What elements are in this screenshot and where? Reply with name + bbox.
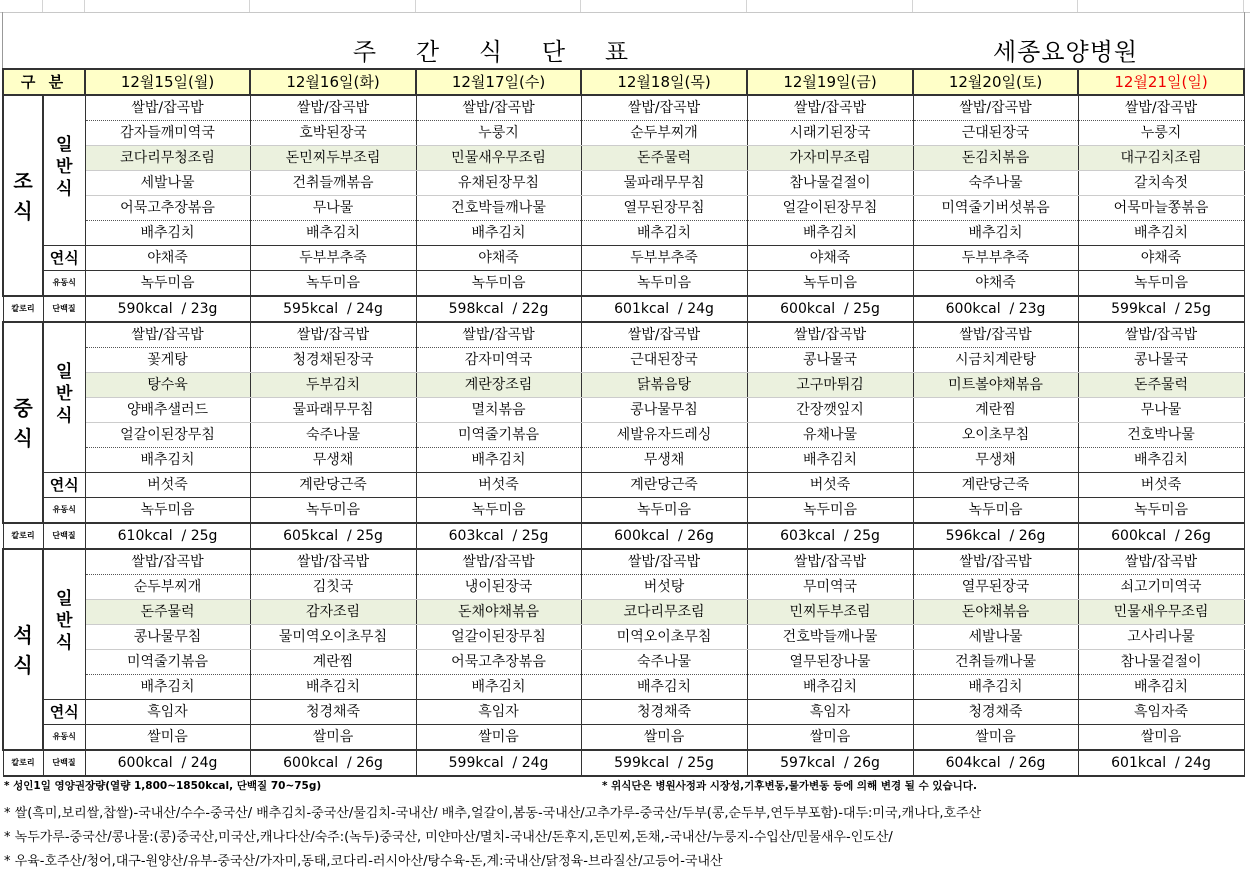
protein-label: 단백질 [43,750,85,776]
dish-cell: 배추김치 [747,448,913,473]
nutrition-cell: 604kcal / 26g [913,750,1078,776]
dish-cell: 쌀밥/잡곡밥 [1078,95,1244,121]
dish-cell: 얼갈이된장무침 [747,196,913,221]
dish-cell: 쌀밥/잡곡밥 [416,95,581,121]
nutrition-row [3,750,1244,776]
dish-cell: 쌀밥/잡곡밥 [747,549,913,575]
soft-diet-cell: 야채죽 [1078,246,1244,271]
liquid-diet-cell: 쌀미음 [747,725,913,751]
soft-diet-cell: 흑임자죽 [1078,700,1244,725]
nutrition-cell: 610kcal / 25g [85,523,250,549]
dish-cell: 숙주나물 [581,650,747,675]
dish-cell: 돈민찌두부조림 [250,146,416,171]
liquid-diet-cell: 녹두미음 [747,498,913,524]
nutrition-cell: 601kcal / 24g [1078,750,1244,776]
dish-cell: 민물새우무조림 [416,146,581,171]
category-header: 구 분 [3,69,85,95]
dish-cell: 근대된장국 [581,348,747,373]
dish-cell: 쌀밥/잡곡밥 [85,95,250,121]
dish-cell: 쌀밥/잡곡밥 [85,322,250,348]
dish-cell: 배추김치 [1078,448,1244,473]
day-header: 12월16일(화) [250,69,416,95]
general-diet-text: 일반식 [56,362,73,426]
soft-diet-cell: 두부부추죽 [581,246,747,271]
dish-cell: 쌀밥/잡곡밥 [416,322,581,348]
dish-cell: 얼갈이된장무침 [85,423,250,448]
dish-cell: 어묵고추장볶음 [85,196,250,221]
soft-diet-row [3,246,1244,271]
nutrition-cell: 598kcal / 22g [416,296,581,322]
day-header-holiday: 12월21일(일) [1078,69,1244,95]
dish-cell: 민물새우무조림 [1078,600,1244,625]
dish-cell: 배추김치 [416,675,581,700]
soft-diet-cell: 버섯죽 [416,473,581,498]
soft-diet-cell: 청경채죽 [250,700,416,725]
dish-cell: 쌀밥/잡곡밥 [581,322,747,348]
menu-row [3,549,1244,575]
origin-line: * 쌀(흑미,보리쌀,찹쌀)-국내산/수수-중국산/ 배추김치-중국산/물김치-국내산/ 배추,얼갈이,봄동-국내산/고추가루-중국산/두부(콩,순두부,연두부포함)-대두:미국,캐나다,호주산 [4,806,982,821]
menu-row [3,373,1244,398]
soft-diet-label: 연식 [43,700,85,725]
dish-cell: 무생채 [581,448,747,473]
liquid-diet-cell: 녹두미음 [913,498,1078,524]
dish-cell: 쌀밥/잡곡밥 [1078,549,1244,575]
liquid-diet-cell: 녹두미음 [581,498,747,524]
dish-cell: 코다리무조림 [581,600,747,625]
protein-label: 단백질 [43,296,85,322]
dish-cell: 대구김치조림 [1078,146,1244,171]
dish-cell: 배추김치 [747,221,913,246]
general-diet-text: 일반식 [56,135,73,199]
liquid-diet-row [3,498,1244,524]
liquid-diet-cell: 녹두미음 [416,271,581,297]
dish-cell: 미역줄기버섯볶음 [913,196,1078,221]
title-char: 단 [541,38,566,66]
liquid-diet-cell: 녹두미음 [581,271,747,297]
nutrition-cell: 599kcal / 25g [1078,296,1244,322]
dish-cell: 물파래무무침 [250,398,416,423]
dish-cell: 건호박나물 [1078,423,1244,448]
dish-cell: 코다리무청조림 [85,146,250,171]
dish-cell: 쌀밥/잡곡밥 [416,549,581,575]
dish-cell: 감자조림 [250,600,416,625]
liquid-diet-cell: 쌀미음 [913,725,1078,751]
nutrition-cell: 600kcal / 26g [250,750,416,776]
liquid-diet-cell: 쌀미음 [416,725,581,751]
dish-cell: 세발나물 [85,171,250,196]
liquid-diet-cell: 녹두미음 [250,498,416,524]
dish-cell: 탕수육 [85,373,250,398]
meal-label-text: 석식 [13,622,33,677]
liquid-diet-label: 유동식 [43,271,85,297]
dish-cell: 청경채된장국 [250,348,416,373]
dish-cell: 닭볶음탕 [581,373,747,398]
dish-cell: 콩나물국 [747,348,913,373]
dish-cell: 건취들깨볶음 [250,171,416,196]
dish-cell: 쌀밥/잡곡밥 [581,549,747,575]
dish-cell: 어묵고추장볶음 [416,650,581,675]
menu-row [3,423,1244,448]
dish-cell: 배추김치 [1078,675,1244,700]
dish-cell: 쌀밥/잡곡밥 [250,322,416,348]
dish-cell: 무생채 [913,448,1078,473]
title-char: 간 [415,38,440,66]
meal-label [3,322,43,523]
page-title [333,32,648,67]
dish-cell: 배추김치 [416,221,581,246]
nutrition-row [3,296,1244,322]
soft-diet-cell: 야채죽 [416,246,581,271]
dish-cell: 숙주나물 [250,423,416,448]
general-diet-label [43,95,85,246]
dish-cell: 김칫국 [250,575,416,600]
dish-cell: 참나물겉절이 [747,171,913,196]
dish-cell: 고구마튀김 [747,373,913,398]
dish-cell: 얼갈이된장무침 [416,625,581,650]
nutrition-cell: 600kcal / 26g [581,523,747,549]
dish-cell: 열무된장국 [913,575,1078,600]
hospital-name: 세종요양병원 [993,38,1139,66]
dish-cell: 무생채 [250,448,416,473]
menu-row [3,146,1244,171]
dish-cell: 콩나물무침 [581,398,747,423]
dish-cell: 오이초무침 [913,423,1078,448]
dish-cell: 배추김치 [913,675,1078,700]
dish-cell: 건취들깨나물 [913,650,1078,675]
dish-cell: 숙주나물 [913,171,1078,196]
menu-row [3,196,1244,221]
dish-cell: 돈주물럭 [1078,373,1244,398]
soft-diet-cell: 계란당근죽 [581,473,747,498]
liquid-diet-cell: 녹두미음 [1078,498,1244,524]
dish-cell: 호박된장국 [250,121,416,146]
nutrition-cell: 595kcal / 24g [250,296,416,322]
soft-diet-cell: 청경채죽 [913,700,1078,725]
soft-diet-cell: 흑임자 [416,700,581,725]
nutrition-cell: 590kcal / 23g [85,296,250,322]
dish-cell: 순두부찌개 [85,575,250,600]
menu-row [3,171,1244,196]
title-char: 주 [352,38,377,66]
dish-cell: 배추김치 [1078,221,1244,246]
dish-cell: 배추김치 [250,221,416,246]
dish-cell: 돈채야채볶음 [416,600,581,625]
dish-cell: 냉이된장국 [416,575,581,600]
nutrition-cell: 600kcal / 25g [747,296,913,322]
liquid-diet-cell: 녹두미음 [416,498,581,524]
soft-diet-cell: 버섯죽 [747,473,913,498]
day-header: 12월18일(목) [581,69,747,95]
meal-label-text: 조식 [13,168,33,223]
dish-cell: 버섯탕 [581,575,747,600]
soft-diet-cell: 청경채죽 [581,700,747,725]
nutrition-cell: 603kcal / 25g [747,523,913,549]
dish-cell: 미역줄기볶음 [416,423,581,448]
liquid-diet-cell: 녹두미음 [85,271,250,297]
soft-diet-label: 연식 [43,473,85,498]
dish-cell: 쌀밥/잡곡밥 [250,95,416,121]
soft-diet-row [3,473,1244,498]
day-header: 12월19일(금) [747,69,913,95]
dish-cell: 두부김치 [250,373,416,398]
weekly-menu-table [2,68,1245,777]
dish-cell: 세발나물 [913,625,1078,650]
liquid-diet-label: 유동식 [43,498,85,524]
dish-cell: 돈주물럭 [581,146,747,171]
calorie-label: 칼로리 [3,750,43,776]
dish-cell: 미역오이초무침 [581,625,747,650]
menu-row [3,448,1244,473]
dish-cell: 쌀밥/잡곡밥 [85,549,250,575]
dish-cell: 가자미무조림 [747,146,913,171]
soft-diet-row [3,700,1244,725]
dish-cell: 돈주물럭 [85,600,250,625]
dish-cell: 쇠고기미역국 [1078,575,1244,600]
dish-cell: 무나물 [250,196,416,221]
dish-cell: 쌀밥/잡곡밥 [913,549,1078,575]
dish-cell: 콩나물무침 [85,625,250,650]
dish-cell: 건호박들깨나물 [416,196,581,221]
dish-cell: 시금치계란탕 [913,348,1078,373]
calorie-label: 칼로리 [3,296,43,322]
nutrition-cell: 599kcal / 24g [416,750,581,776]
dish-cell: 누룽지 [416,121,581,146]
menu-row [3,625,1244,650]
soft-diet-cell: 흑임자 [747,700,913,725]
protein-label: 단백질 [43,523,85,549]
nutrition-cell: 603kcal / 25g [416,523,581,549]
dish-cell: 고사리나물 [1078,625,1244,650]
dish-cell: 시래기된장국 [747,121,913,146]
dish-cell: 콩나물국 [1078,348,1244,373]
soft-diet-cell: 두부부추죽 [913,246,1078,271]
dish-cell: 어묵마늘쫑볶음 [1078,196,1244,221]
dish-cell: 꽃게탕 [85,348,250,373]
dish-cell: 무미역국 [747,575,913,600]
dish-cell: 누룽지 [1078,121,1244,146]
dish-cell: 갈치속젓 [1078,171,1244,196]
menu-row [3,348,1244,373]
origin-line: * 녹두가루-중국산/콩나물:(콩)중국산,미국산,캐나다산/숙주:(녹두)중국산, 미얀마산/멸치-국내산/돈후지,돈민찌,돈채,-국내산/누룽지-수입산/민물새우-인도산/ [4,830,893,845]
day-header: 12월17일(수) [416,69,581,95]
title-area [2,12,1245,68]
title-char: 표 [604,38,629,66]
dish-cell: 쌀밥/잡곡밥 [747,95,913,121]
nutrition-cell: 600kcal / 24g [85,750,250,776]
menu-row [3,575,1244,600]
dish-cell: 간장깻잎지 [747,398,913,423]
dish-cell: 유채된장무침 [416,171,581,196]
soft-diet-label: 연식 [43,246,85,271]
dish-cell: 돈야채볶음 [913,600,1078,625]
menu-row [3,95,1244,121]
menu-row [3,221,1244,246]
dish-cell: 배추김치 [581,221,747,246]
dish-cell: 유채나물 [747,423,913,448]
dish-cell: 감자미역국 [416,348,581,373]
soft-diet-cell: 버섯죽 [85,473,250,498]
dish-cell: 감자들깨미역국 [85,121,250,146]
soft-diet-cell: 계란당근죽 [250,473,416,498]
liquid-diet-cell: 녹두미음 [1078,271,1244,297]
title-char: 식 [478,38,503,66]
liquid-diet-cell: 녹두미음 [747,271,913,297]
dish-cell: 배추김치 [85,221,250,246]
dish-cell: 열무된장무침 [581,196,747,221]
menu-row [3,121,1244,146]
liquid-diet-row [3,271,1244,297]
liquid-diet-cell: 쌀미음 [581,725,747,751]
menu-row [3,600,1244,625]
menu-row [3,398,1244,423]
nutrition-note: * 성인1일 영양권장량(열량 1,800~1850kcal, 단백질 70~75g) [4,780,322,792]
dish-cell: 물미역오이초무침 [250,625,416,650]
dish-cell: 멸치볶음 [416,398,581,423]
menu-row [3,675,1244,700]
menu-row [3,650,1244,675]
soft-diet-cell: 야채죽 [85,246,250,271]
liquid-diet-label: 유동식 [43,725,85,751]
dish-cell: 배추김치 [416,448,581,473]
liquid-diet-cell: 쌀미음 [85,725,250,751]
dish-cell: 쌀밥/잡곡밥 [913,95,1078,121]
calorie-label: 칼로리 [3,523,43,549]
dish-cell: 쌀밥/잡곡밥 [747,322,913,348]
dish-cell: 계란찜 [250,650,416,675]
dish-cell: 양배추샐러드 [85,398,250,423]
nutrition-cell: 599kcal / 25g [581,750,747,776]
dish-cell: 배추김치 [747,675,913,700]
dish-cell: 계란찜 [913,398,1078,423]
liquid-diet-cell: 녹두미음 [250,271,416,297]
soft-diet-cell: 두부부추죽 [250,246,416,271]
nutrition-cell: 605kcal / 25g [250,523,416,549]
nutrition-cell: 597kcal / 26g [747,750,913,776]
soft-diet-cell: 야채죽 [747,246,913,271]
liquid-diet-cell: 야채죽 [913,271,1078,297]
soft-diet-cell: 버섯죽 [1078,473,1244,498]
nutrition-cell: 600kcal / 23g [913,296,1078,322]
liquid-diet-cell: 쌀미음 [250,725,416,751]
dish-cell: 배추김치 [250,675,416,700]
dish-cell: 참나물겉절이 [1078,650,1244,675]
dish-cell: 세발유자드레싱 [581,423,747,448]
menu-row [3,322,1244,348]
dish-cell: 배추김치 [581,675,747,700]
dish-cell: 배추김치 [913,221,1078,246]
dish-cell: 민찌두부조림 [747,600,913,625]
soft-diet-cell: 계란당근죽 [913,473,1078,498]
general-diet-label [43,549,85,700]
liquid-diet-row [3,725,1244,751]
dish-cell: 근대된장국 [913,121,1078,146]
origin-line: * 우육-호주산/청어,대구-원양산/유부-중국산/가자미,동태,코다리-러시아산/탕수육-돈,계:국내산/닭정육-브라질산/고등어-국내산 [4,854,723,869]
dish-cell: 물파래무무침 [581,171,747,196]
dish-cell: 쌀밥/잡곡밥 [581,95,747,121]
dish-cell: 돈김치볶음 [913,146,1078,171]
change-notice: * 위식단은 병원사정과 시장성,기후변동,물가변동 등에 의해 변경 될 수 있습니다. [602,780,977,792]
day-header: 12월20일(토) [913,69,1078,95]
general-diet-text: 일반식 [56,589,73,653]
meal-label [3,95,43,296]
dish-cell: 배추김치 [85,448,250,473]
header-row [3,69,1244,95]
dish-cell: 건호박들깨나물 [747,625,913,650]
liquid-diet-cell: 녹두미음 [85,498,250,524]
dish-cell: 쌀밥/잡곡밥 [250,549,416,575]
day-header: 12월15일(월) [85,69,250,95]
nutrition-cell: 596kcal / 26g [913,523,1078,549]
dish-cell: 미트볼야채볶음 [913,373,1078,398]
nutrition-cell: 601kcal / 24g [581,296,747,322]
dish-cell: 미역줄기볶음 [85,650,250,675]
soft-diet-cell: 흑임자 [85,700,250,725]
nutrition-row [3,523,1244,549]
dish-cell: 순두부찌개 [581,121,747,146]
liquid-diet-cell: 쌀미음 [1078,725,1244,751]
dish-cell: 열무된장나물 [747,650,913,675]
nutrition-cell: 600kcal / 26g [1078,523,1244,549]
dish-cell: 계란장조림 [416,373,581,398]
meal-label-text: 중식 [13,395,33,450]
dish-cell: 무나물 [1078,398,1244,423]
dish-cell: 쌀밥/잡곡밥 [1078,322,1244,348]
general-diet-label [43,322,85,473]
meal-label [3,549,43,750]
dish-cell: 쌀밥/잡곡밥 [913,322,1078,348]
dish-cell: 배추김치 [85,675,250,700]
